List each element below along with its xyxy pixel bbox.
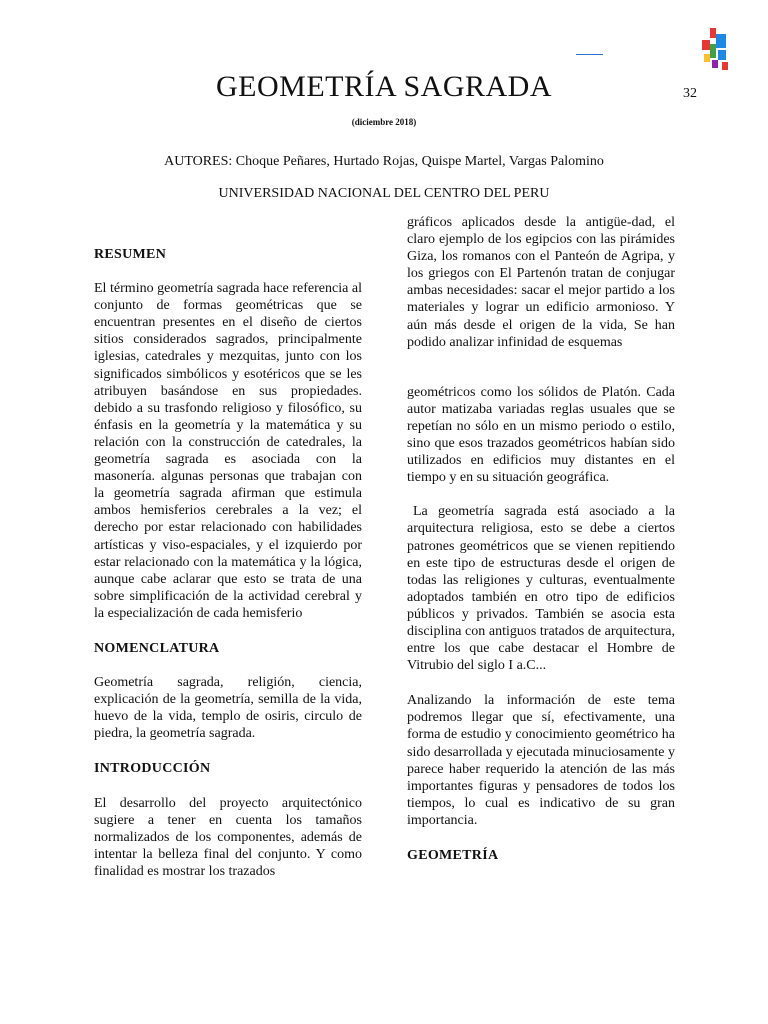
resumen-paragraph: El término geometría sagrada hace referencia al conjunto de formas geométricas que se encuentran presentes en el diseño de ciertos sitios considerados sagrados, principalmente iglesias, catedrales y mezquitas, junto con los significados simbólicos y esotéricos que se les atribuyen basándose en sus propiedades. debido a su trasfondo religioso y filosófico, su énfasis en la geometría y la matemática y su relación con la construcción de catedrales, la geometría sagrada es asociada con la masonería. algunas personas que trabajan con la geometría sagrada afirman que estimula ambos hemisferios cerebrales a la vez; el derecho por estar relacionado con habilidades artísticas y viso-espaciales, y el izquierdo por estar relacionado con la matemática y la lógica, aunque cabe aclarar que esto se trata de una sobre simplificación de la actividad cerebral y la especialización de cada hemisferio <box>94 281 362 621</box>
header-link-underline[interactable] <box>576 54 603 55</box>
paper-university: UNIVERSIDAD NACIONAL DEL CENTRO DEL PERU <box>218 186 550 201</box>
page-number: 32 <box>683 86 697 101</box>
introduccion-heading: INTRODUCCIÓN <box>94 761 211 777</box>
nomenclatura-heading: NOMENCLATURA <box>94 640 220 656</box>
introduccion-paragraph: El desarrollo del proyecto arquitectónico sugiere a tener en cuenta los tamaños normalizados de los componentes, además de intentar la belleza final del conjunto. Y como finalidad es mostrar los trazados <box>94 795 362 879</box>
right-column <box>407 214 675 864</box>
paper-authors: AUTORES: Choque Peñares, Hurtado Rojas, Quispe Martel, Vargas Palomino <box>164 154 604 169</box>
body-paragraph-3: La geometría sagrada está asociado a la arquitectura religiosa, esto se debe a ciertos patrones geométricos que se vienen repitiendo en este tipo de estructuras desde el origen de todas las religiones y culturas, eventualmente adoptados también en otro tipo de edificios públicos y privados. También se asocia esta disciplina con antiguos tratados de arquitectura, entre los que cabe destacar el Hombre de Vitrubio del siglo I a.C... <box>407 504 675 674</box>
body-paragraph-1: gráficos aplicados desde la antigüe-dad, el claro ejemplo de los egipcios con las pirámides Giza, los romanos con el Panteón de Agripa, y los griegos con El Partenón tratan de conjugar ambas necesidades: sacar el mejor partido a los materiales y lograr un edificio armonioso. Y aún más desde el origen de la vida, Se han podido analizar infinidad de esquemas <box>407 215 675 350</box>
nomenclatura-paragraph: Geometría sagrada, religión, ciencia, explicación de la geometría, semilla de la vida, huevo de la vida, templo de osiris, circulo de piedra, la geometría sagrada. <box>94 675 362 742</box>
resumen-heading: RESUMEN <box>94 247 167 262</box>
geometria-heading: GEOMETRÍA <box>407 848 499 863</box>
left-column <box>94 246 362 880</box>
paper-title: GEOMETRÍA SAGRADA <box>215 70 552 103</box>
paper-date: (diciembre 2018) <box>351 117 417 127</box>
body-paragraph-2: geométricos como los sólidos de Platón. Cada autor matizaba variadas reglas usuales que se repetían no sólo en un mismo periodo o estilo, sino que esos trazados geométricos habían sido utilizados en edificios muy distantes en el tiempo y en su situación geográfica. <box>407 384 675 486</box>
body-paragraph-4: Analizando la información de este tema podremos llegar que sí, efectivamente, una forma de estudio y conocimiento geométrico ha sido desarrollada y ejecutada minuciosamente y parece haber requerido la atención de las más importantes figuras y pensadores de todos los tiempos, lo cual es indicativo de su gran importancia. <box>407 693 675 828</box>
